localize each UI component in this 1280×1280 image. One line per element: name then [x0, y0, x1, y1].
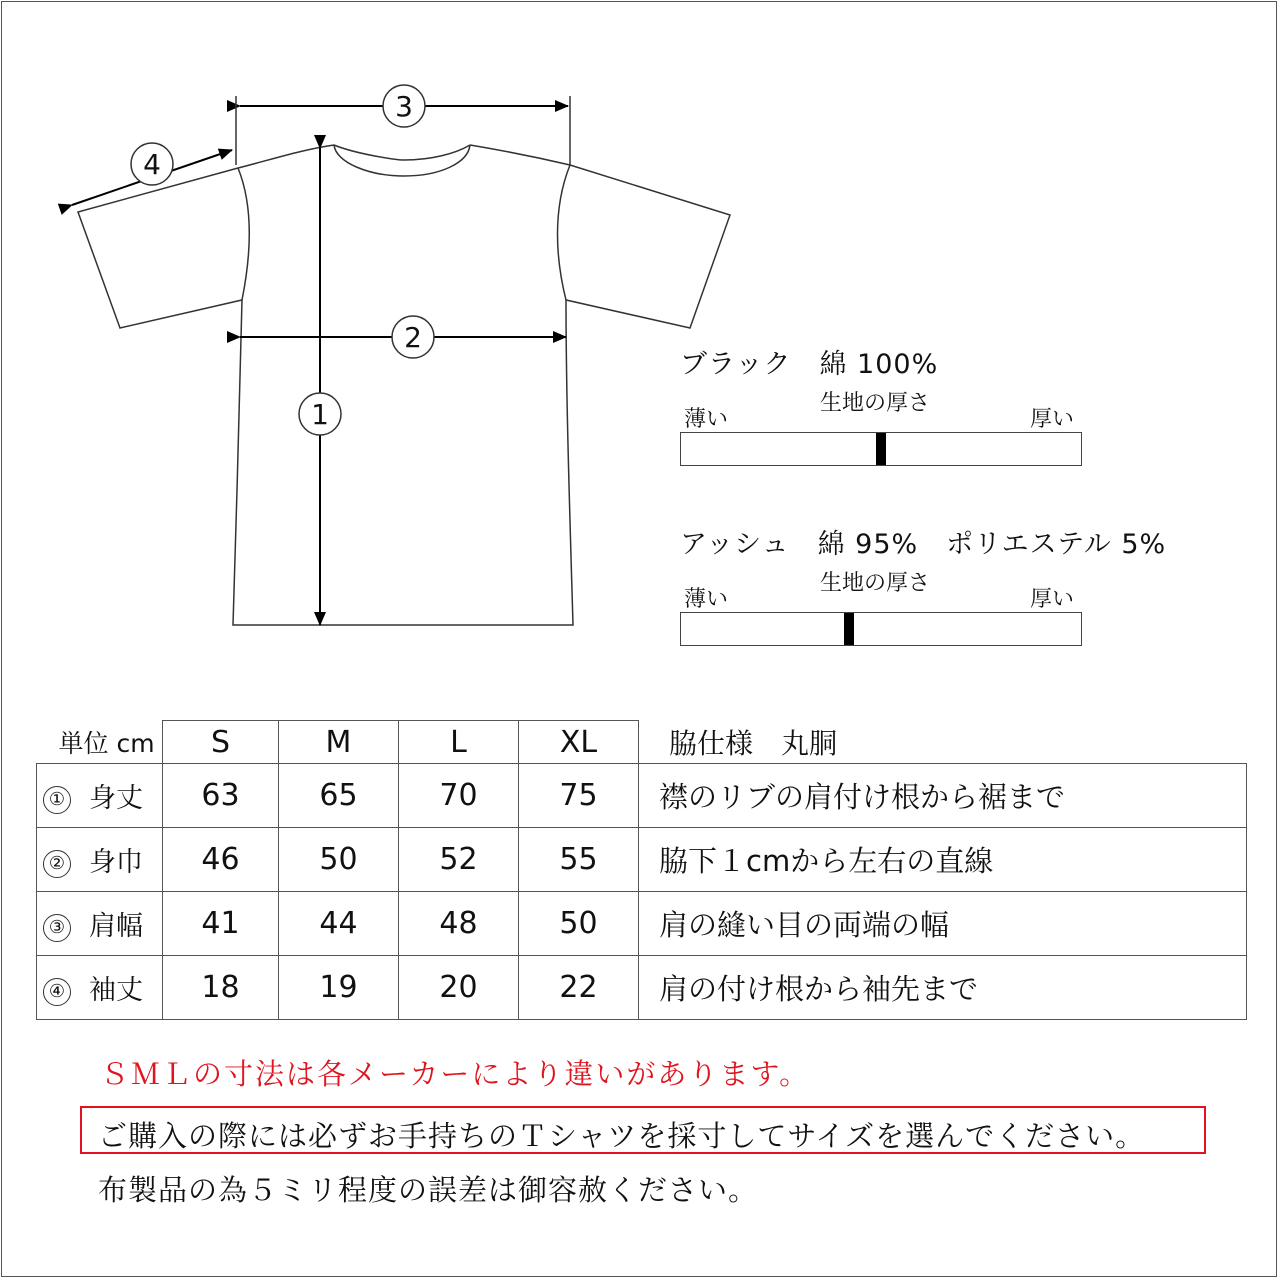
row-label-text: 袖丈	[89, 975, 143, 1006]
row-number: ④	[43, 978, 71, 1006]
row-number: ①	[43, 786, 71, 814]
fabric-ash-thick: 厚い	[1030, 587, 1075, 612]
table-row	[37, 956, 1247, 1020]
table-cell: 65	[279, 764, 399, 828]
row-label	[37, 956, 163, 1020]
row-label-text: 身丈	[89, 783, 143, 814]
table-cell: 22	[519, 956, 639, 1020]
fabric-black-thickness-marker	[876, 433, 886, 465]
size-header: XL	[519, 721, 639, 764]
fabric-ash-scale-label: 生地の厚さ	[820, 571, 931, 596]
table-cell: 63	[163, 764, 279, 828]
tshirt-outline	[78, 145, 730, 625]
table-cell: 70	[399, 764, 519, 828]
side-spec: 脇仕様 丸胴	[639, 721, 1247, 764]
table-cell: 18	[163, 956, 279, 1020]
fabric-ash-thin: 薄い	[684, 587, 729, 612]
measure-before-purchase-box	[80, 1106, 1206, 1154]
row-description: 襟のリブの肩付け根から裾まで	[639, 764, 1247, 828]
row-label-text: 身巾	[89, 847, 143, 878]
fabric-ash-thickness-bar	[680, 612, 1082, 646]
fabric-ash-thickness-marker	[844, 613, 854, 645]
fabric-black-thin: 薄い	[684, 407, 729, 432]
row-number: ③	[43, 914, 71, 942]
size-header: L	[399, 721, 519, 764]
measure-before-purchase-text: ご購入の際には必ずお手持ちのＴシャツを採寸してサイズを選んでください。	[98, 1119, 1146, 1153]
row-label	[37, 892, 163, 956]
table-cell: 75	[519, 764, 639, 828]
fabric-black-scale-label: 生地の厚さ	[820, 391, 931, 416]
table-row	[37, 892, 1247, 956]
table-cell: 44	[279, 892, 399, 956]
fabric-black-title: ブラック 綿 100%	[680, 349, 939, 380]
unit-label: 単位 cm	[37, 721, 163, 764]
size-header-row	[37, 721, 1247, 764]
table-row	[37, 828, 1247, 892]
table-cell: 52	[399, 828, 519, 892]
table-cell: 41	[163, 892, 279, 956]
row-description: 肩の縫い目の両端の幅	[639, 892, 1247, 956]
fabric-ash-title: アッシュ 綿 95% ポリエステル 5%	[680, 529, 1167, 560]
tolerance-note: 布製品の為５ミリ程度の誤差は御容赦ください。	[98, 1173, 759, 1207]
circle-label-1: 1	[311, 398, 329, 431]
row-label	[37, 828, 163, 892]
size-variation-warning: ＳＭＬの寸法は各メーカーにより違いがあります。	[100, 1057, 811, 1091]
fabric-black-thickness-bar	[680, 432, 1082, 466]
circle-label-2: 2	[404, 321, 422, 354]
size-header: M	[279, 721, 399, 764]
size-header: S	[163, 721, 279, 764]
table-cell: 20	[399, 956, 519, 1020]
row-number: ②	[43, 850, 71, 878]
row-description: 肩の付け根から袖先まで	[639, 956, 1247, 1020]
table-cell: 50	[279, 828, 399, 892]
row-description: 脇下１cmから左右の直線	[639, 828, 1247, 892]
table-cell: 50	[519, 892, 639, 956]
table-cell: 19	[279, 956, 399, 1020]
size-table	[36, 720, 1247, 1020]
row-label	[37, 764, 163, 828]
fabric-black-thick: 厚い	[1030, 407, 1075, 432]
table-cell: 48	[399, 892, 519, 956]
circle-label-4: 4	[143, 148, 161, 181]
table-row	[37, 764, 1247, 828]
table-cell: 46	[163, 828, 279, 892]
table-cell: 55	[519, 828, 639, 892]
circle-label-3: 3	[395, 90, 413, 123]
tshirt-diagram	[0, 0, 760, 650]
row-label-text: 肩幅	[89, 911, 143, 942]
